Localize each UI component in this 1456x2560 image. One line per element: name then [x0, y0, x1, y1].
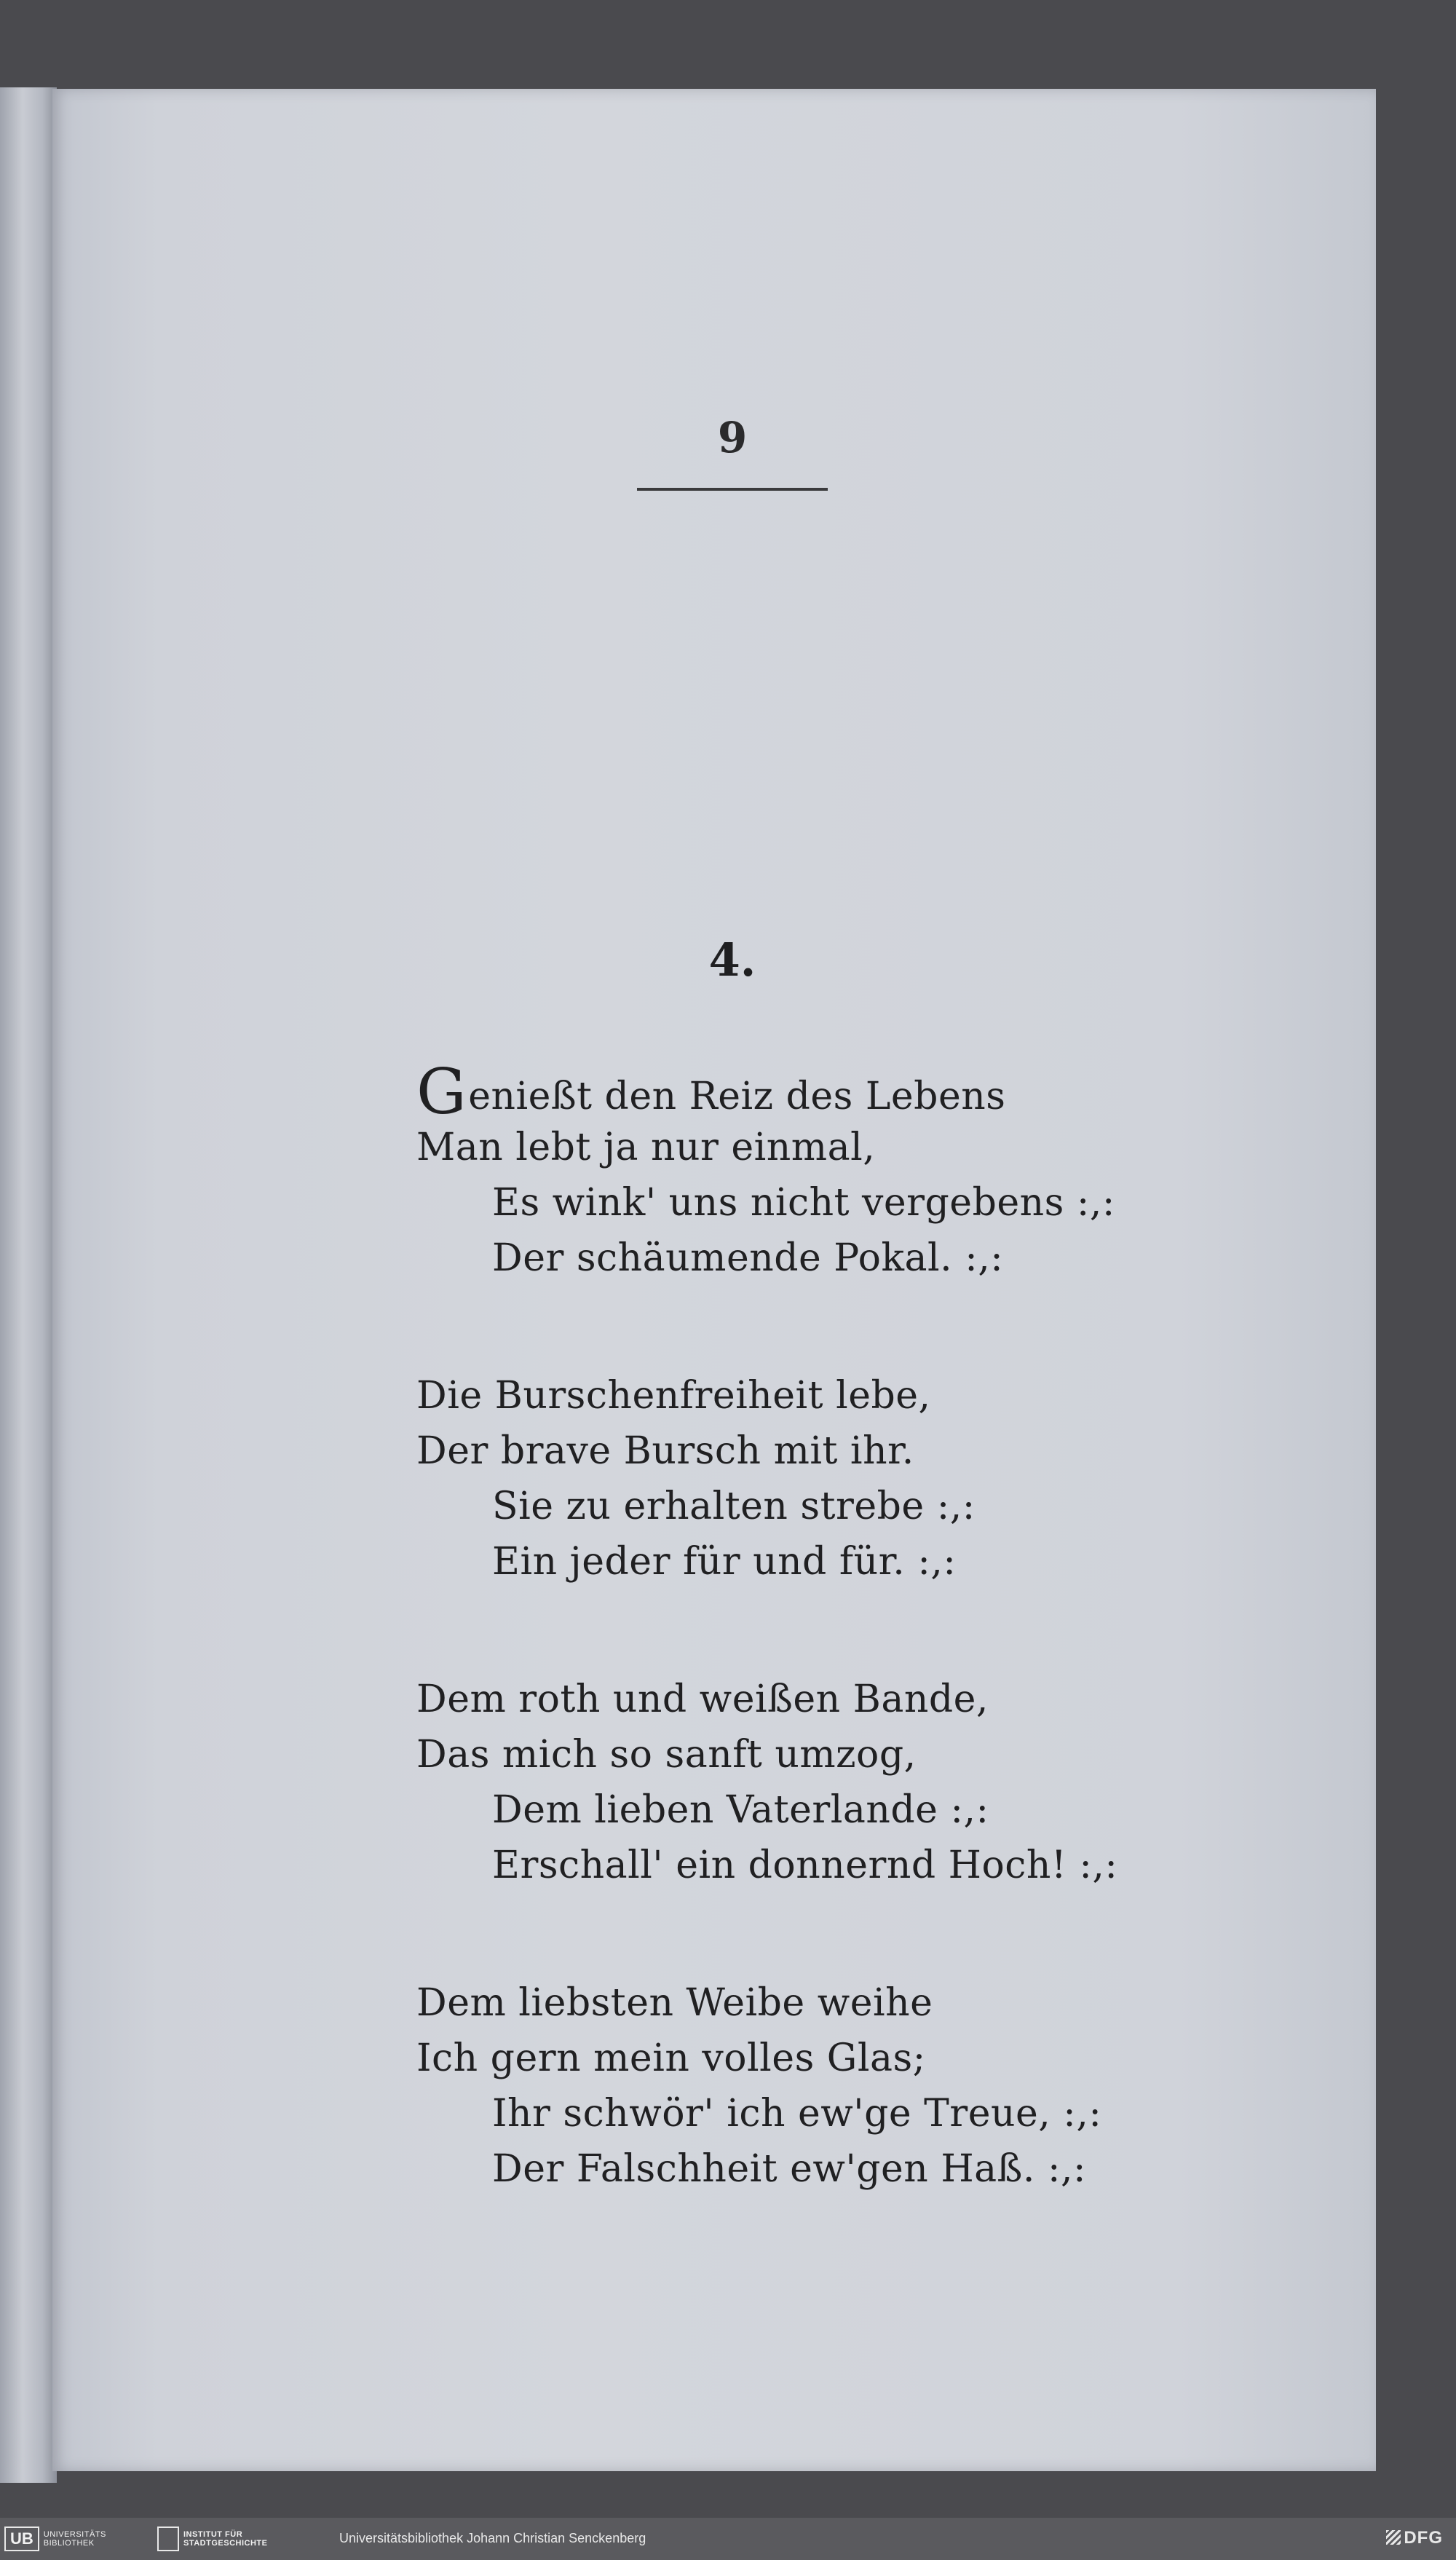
- poem-line: Ein jeder für und für. :,:: [492, 1540, 957, 1584]
- institute-name-line-1: INSTITUT FÜR: [183, 2530, 243, 2539]
- viewer-footer-bar: [0, 2518, 1456, 2560]
- poem-line: Der Falschheit ew'gen Haß. :,:: [492, 2147, 1087, 2191]
- stanza-1: [416, 1056, 1290, 1286]
- poem-line: Man lebt ja nur einmal,: [416, 1126, 876, 1169]
- poem-line: Es wink' uns nicht vergebens :,:: [492, 1181, 1115, 1225]
- poem-line: Die Burschenfreiheit lebe,: [416, 1374, 931, 1418]
- stanza-2: [416, 1368, 1290, 1589]
- stanza-3: [416, 1672, 1290, 1893]
- stanza-4: [416, 1975, 1290, 2197]
- initial-capital: G: [416, 1056, 467, 1129]
- poem-line: Dem liebsten Weibe weihe: [416, 1981, 933, 2025]
- dfg-label: DFG: [1404, 2528, 1443, 2548]
- institute-emblem-icon: [157, 2527, 179, 2551]
- song-number: 4.: [708, 933, 756, 987]
- book-page: [52, 89, 1376, 2471]
- page-number: 9: [717, 413, 748, 462]
- poem-line: Ihr schwör' ich ew'ge Treue, :,:: [492, 2092, 1102, 2136]
- institute-name: [183, 2530, 267, 2548]
- poem-line: Erschall' ein donnernd Hoch! :,:: [492, 1844, 1118, 1887]
- poem-line: Dem lieben Vaterlande :,:: [492, 1788, 989, 1832]
- ub-name-line-2: BIBLIOTHEK: [43, 2539, 95, 2548]
- ub-name: [44, 2530, 106, 2548]
- poem-line: Der brave Bursch mit ihr.: [416, 1429, 914, 1473]
- institute-name-line-2: STADTGESCHICHTE: [183, 2539, 268, 2548]
- institute-logo[interactable]: [157, 2525, 267, 2553]
- poem-line: Sie zu erhalten strebe :,:: [492, 1485, 976, 1528]
- book-spine-left-page-edge: [0, 87, 57, 2483]
- poem-line: Ich gern mein volles Glas;: [416, 2036, 926, 2080]
- dfg-logo[interactable]: [1386, 2528, 1443, 2548]
- ub-name-line-1: UNIVERSITÄTS: [43, 2530, 106, 2539]
- ub-logo[interactable]: [4, 2525, 106, 2553]
- poem-line: Dem roth und weißen Bande,: [416, 1678, 989, 1721]
- header-rule: [637, 488, 828, 491]
- dfg-stripes-icon: [1386, 2530, 1401, 2545]
- poem-line: Genießt den Reiz des Lebens: [416, 1056, 1006, 1129]
- poem-line: Der schäumende Pokal. :,:: [492, 1236, 1004, 1280]
- library-credit: Universitätsbibliothek Johann Christian Senckenberg: [339, 2531, 646, 2545]
- ub-badge: UB: [4, 2527, 39, 2551]
- poem-line: Das mich so sanft umzog,: [416, 1733, 917, 1777]
- poem: [416, 1056, 1290, 2279]
